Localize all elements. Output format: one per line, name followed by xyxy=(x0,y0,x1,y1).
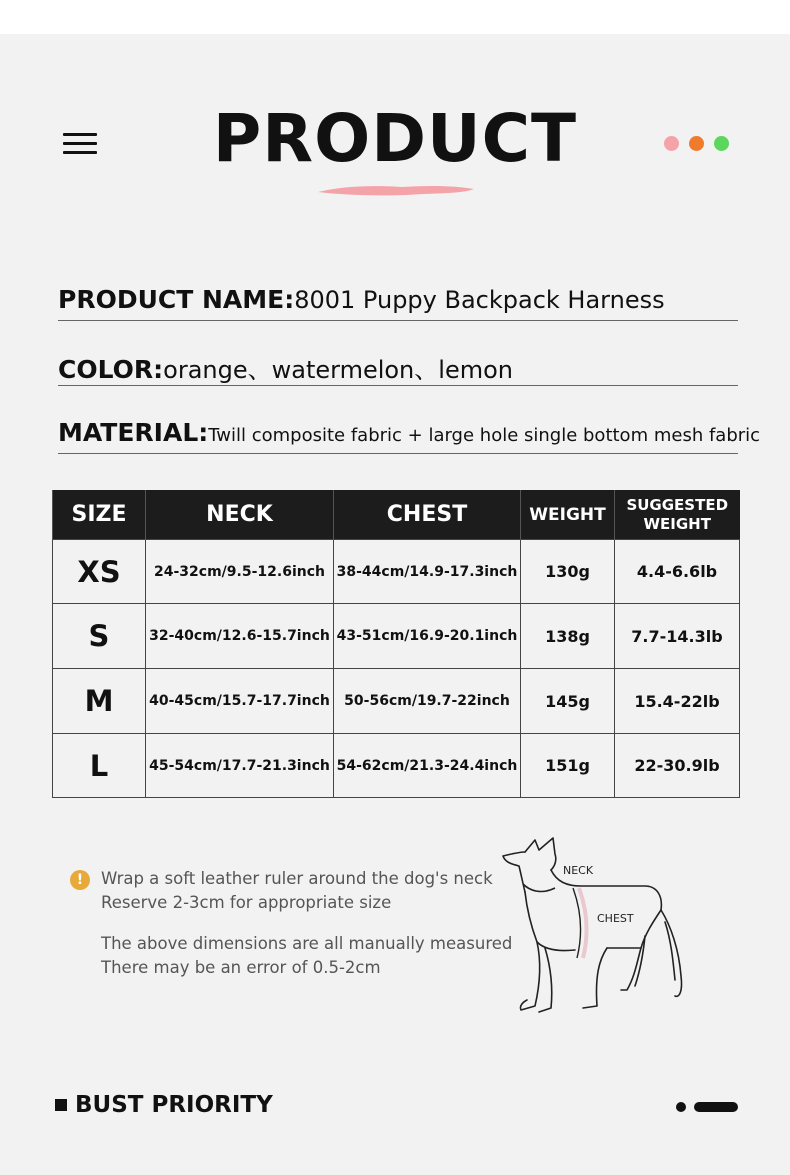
product-name-value: 8001 Puppy Backpack Harness xyxy=(294,286,665,314)
pager-pill-icon xyxy=(694,1102,738,1112)
dot-pink xyxy=(664,136,679,151)
cell-chest: 50-56cm/19.7-22inch xyxy=(334,669,521,734)
cell-chest: 43-51cm/16.9-20.1inch xyxy=(334,604,521,669)
color-label: COLOR: xyxy=(58,355,164,384)
header-chest: CHEST xyxy=(334,490,521,540)
header-size: SIZE xyxy=(53,490,146,540)
cell-size: XS xyxy=(53,540,146,604)
brush-underline-icon xyxy=(312,180,480,200)
cell-weight: 130g xyxy=(521,540,615,604)
note-line: Reserve 2-3cm for appropriate size xyxy=(101,893,392,912)
cell-weight: 145g xyxy=(521,669,615,734)
cell-weight: 151g xyxy=(521,734,615,798)
dot-green xyxy=(714,136,729,151)
pager-dot-icon xyxy=(676,1102,686,1112)
table-row xyxy=(53,540,740,604)
cell-suggested-weight: 15.4-22lb xyxy=(615,669,740,734)
cell-neck: 32-40cm/12.6-15.7inch xyxy=(146,604,334,669)
square-bullet-icon xyxy=(55,1099,67,1111)
note-line: There may be an error of 0.5-2cm xyxy=(101,958,381,977)
note-line: The above dimensions are all manually measured xyxy=(101,934,513,953)
color-value: orange、watermelon、lemon xyxy=(163,356,513,384)
cell-chest: 54-62cm/21.3-24.4inch xyxy=(334,734,521,798)
product-name-label: PRODUCT NAME: xyxy=(58,285,295,314)
note-line: Wrap a soft leather ruler around the dog's neck xyxy=(101,869,493,888)
dot-orange xyxy=(689,136,704,151)
material-label: MATERIAL: xyxy=(58,418,209,447)
table-row xyxy=(53,669,740,734)
cell-weight: 138g xyxy=(521,604,615,669)
cell-suggested-weight: 7.7-14.3lb xyxy=(615,604,740,669)
cell-neck: 40-45cm/15.7-17.7inch xyxy=(146,669,334,734)
cell-size: L xyxy=(53,734,146,798)
table-header-row xyxy=(53,490,740,540)
cell-neck: 24-32cm/9.5-12.6inch xyxy=(146,540,334,604)
cell-chest: 38-44cm/14.9-17.3inch xyxy=(334,540,521,604)
cell-suggested-weight: 4.4-6.6lb xyxy=(615,540,740,604)
table-row xyxy=(53,734,740,798)
product-name-row xyxy=(58,285,738,321)
size-table xyxy=(52,490,740,798)
header-suggested-weight: SUGGESTED WEIGHT xyxy=(615,490,740,540)
chest-label: CHEST xyxy=(597,912,634,925)
dog-measurement-diagram xyxy=(495,830,695,1020)
color-row xyxy=(58,350,738,386)
cell-size: S xyxy=(53,604,146,669)
header-weight: WEIGHT xyxy=(521,490,615,540)
header-neck: NECK xyxy=(146,490,334,540)
warning-icon: ! xyxy=(70,870,90,890)
material-row xyxy=(58,418,761,454)
neck-label: NECK xyxy=(563,864,594,877)
cell-suggested-weight: 22-30.9lb xyxy=(615,734,740,798)
page-title: PRODUCT xyxy=(212,100,578,177)
material-value: Twill composite fabric + large hole single bottom mesh fabric xyxy=(208,425,761,446)
cell-neck: 45-54cm/17.7-21.3inch xyxy=(146,734,334,798)
section-title: BUST PRIORITY xyxy=(75,1092,273,1118)
table-row xyxy=(53,604,740,669)
cell-size: M xyxy=(53,669,146,734)
